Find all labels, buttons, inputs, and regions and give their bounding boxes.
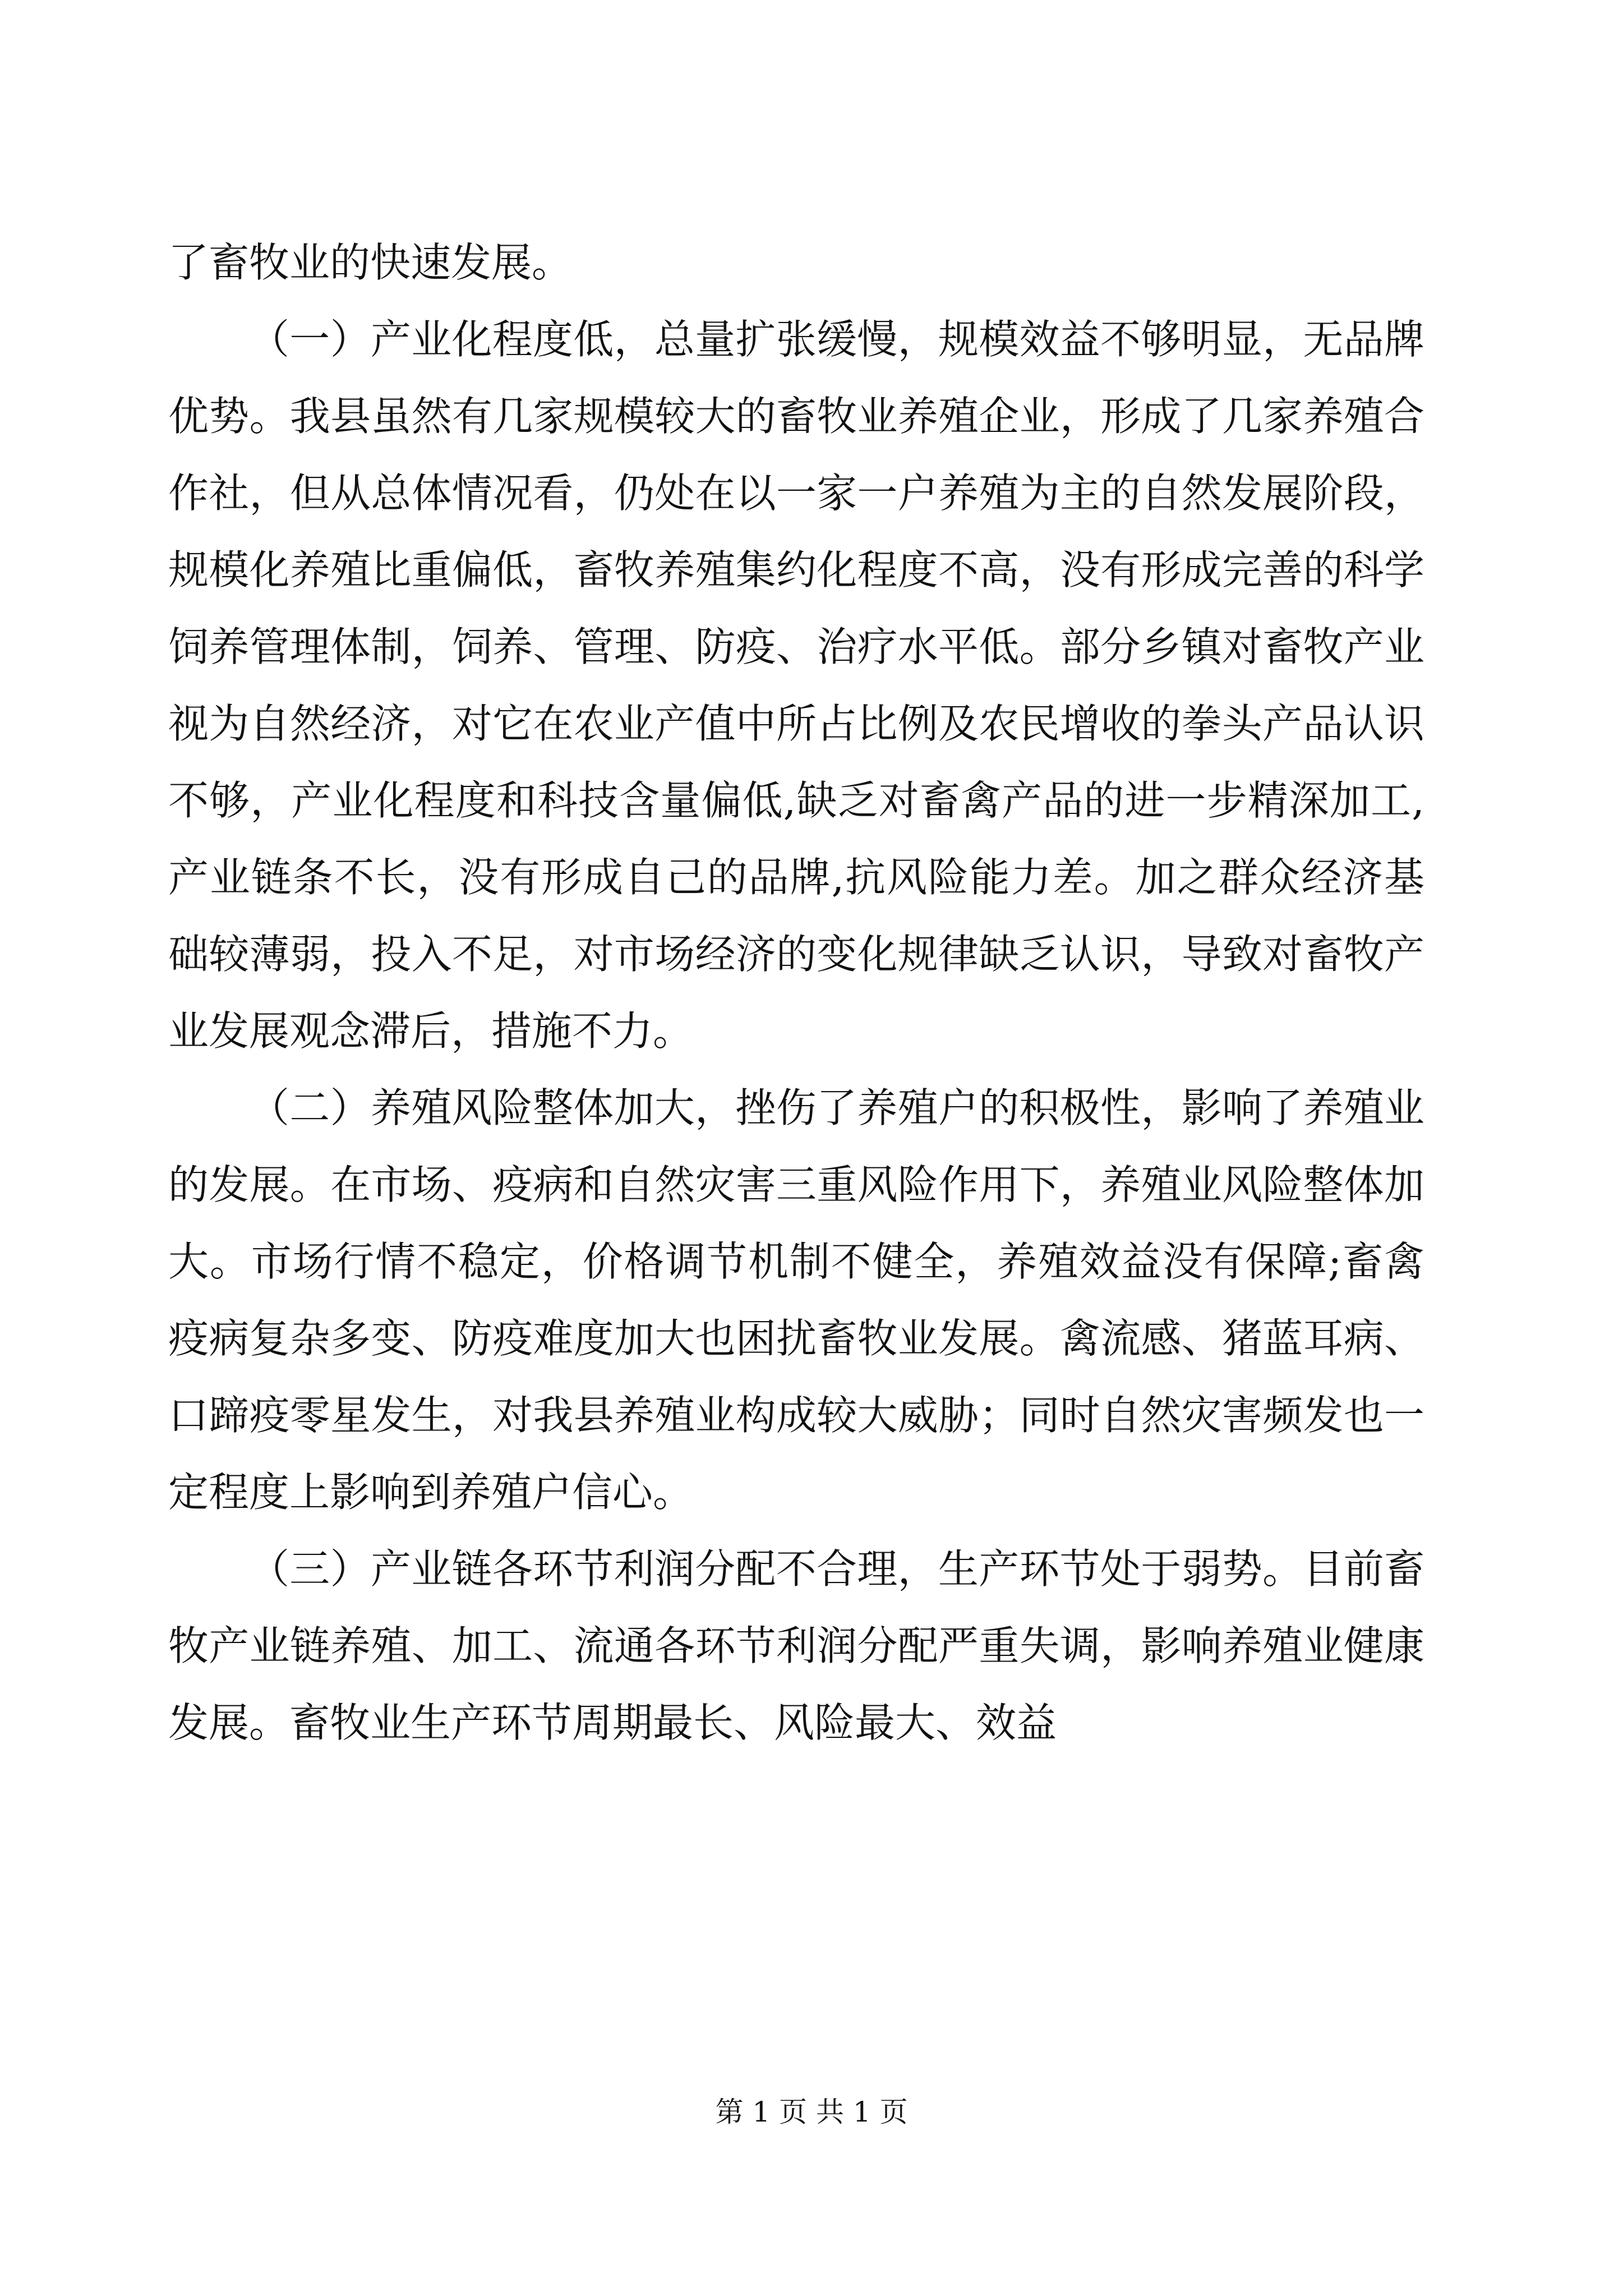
paragraph-section-3: （三）产业链各环节利润分配不合理，生产环节处于弱势。目前畜牧产业链养殖、加工、流通各环节利润分配严重失调，影响养殖业健康发展。畜牧业生产环节周期最长、风险最大、效益 xyxy=(168,1545,1424,1746)
paragraph-continuation: 了畜牧业的快速发展。 xyxy=(168,239,573,286)
paragraph-section-1: （一）产业化程度低，总量扩张缓慢，规模效益不够明显，无品牌优势。我县虽然有几家规模较大的畜牧业养殖企业，形成了几家养殖合作社，但从总体情况看，仍处在以一家一户养殖为主的自然发展阶段，规模化养殖比重偏低，畜牧养殖集约化程度不高，没有形成完善的科学饲养管理体制，饲养、管理、防疫、治疗水平低。部分乡镇对畜牧产业视为自然经济，对它在农业产值中所占比例及农民增收的拳头产品认识不够，产业化程度和科技含量偏低,缺乏对畜禽产品的进一步精深加工,产业链条不长，没有形成自己的品牌,抗风险能力差。加之群众经济基础较薄弱，投入不足，对市场经济的变化规律缺乏认识，导致对畜牧产业发展观念滞后，措施不力。 xyxy=(168,316,1424,1055)
page-footer: 第 1 页 共 1 页 xyxy=(715,2096,908,2128)
document-body xyxy=(168,224,1424,1761)
paragraph-section-2: （二）养殖风险整体加大，挫伤了养殖户的积极性，影响了养殖业的发展。在市场、疫病和自然灾害三重风险作用下，养殖业风险整体加大。市场行情不稳定，价格调节机制不健全，养殖效益没有保障;畜禽疫病复杂多变、防疫难度加大也困扰畜牧业发展。禽流感、猪蓝耳病、口蹄疫零星发生，对我县养殖业构成较大威胁；同时自然灾害频发也一定程度上影响到养殖户信心。 xyxy=(168,1084,1424,1516)
